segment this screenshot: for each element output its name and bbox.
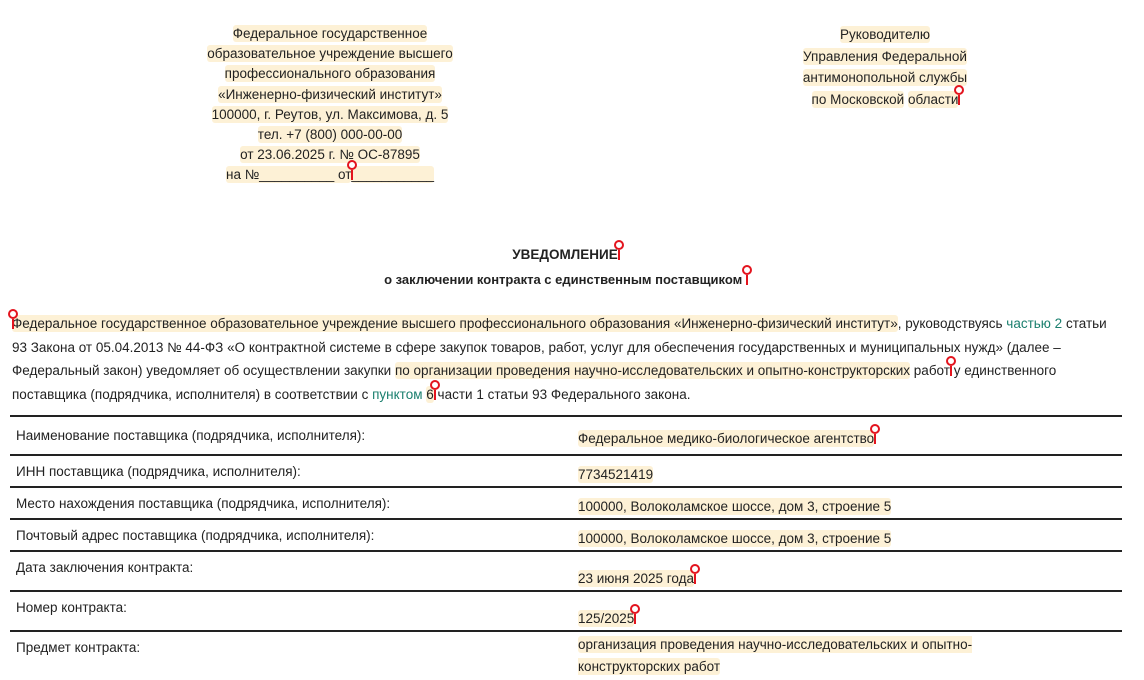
recipient-line[interactable]: Руководителю bbox=[839, 27, 931, 42]
organization-name[interactable]: Федеральное государственное образовательное учреждение высшего профессионального образования «Инженерно-физический институт» bbox=[12, 316, 898, 331]
location-value[interactable]: 100000, Волоколамское шоссе, дом 3, строение 5 bbox=[578, 499, 892, 514]
table-row bbox=[10, 591, 1122, 631]
table-row bbox=[10, 416, 1122, 455]
clause-number[interactable]: 6 bbox=[426, 386, 434, 402]
row-label: Дата заключения контракта: bbox=[10, 551, 570, 591]
body-paragraph: Федеральное государственное образовательное учреждение высшего профессионального образования «Инженерно-физический институт», руководствуясь частью 2 статьи 93 Закона от 05.04.2013 № 44-ФЗ «О контрактной системе в сфере закупок товаров, работ, услуг для обеспечения государственных и муниципальных нужд» (далее – Федеральный закон) уведомляет об осуществлении закупки по организации проведения научно-исследовательских и опытно-конструкторских работ у единственного поставщика (подрядчика, исполнителя) в соответствии с пунктом 6 части 1 статьи 93 Федерального закона. bbox=[12, 316, 1107, 402]
table-row bbox=[10, 551, 1122, 591]
row-label: Наименование поставщика (подрядчика, исполнителя): bbox=[10, 416, 570, 455]
contract-date-value[interactable]: 23 июня 2025 года bbox=[578, 571, 694, 586]
row-label: Почтовый адрес поставщика (подрядчика, исполнителя): bbox=[10, 519, 570, 551]
reference-number-field[interactable]: на №__________ от bbox=[225, 167, 352, 183]
document-subtitle: о заключении контракта с единственным поставщиком bbox=[384, 272, 743, 287]
sender-line[interactable]: тел. +7 (800) 000-00-00 bbox=[257, 127, 403, 143]
row-label: ИНН поставщика (подрядчика, исполнителя): bbox=[10, 455, 570, 487]
document-title: УВЕДОМЛЕНИЕ bbox=[512, 247, 618, 262]
recipient-region[interactable]: по Московской bbox=[811, 91, 905, 107]
law-clause-link[interactable]: пунктом bbox=[372, 386, 423, 402]
contract-number-value[interactable]: 125/2025 bbox=[578, 611, 635, 626]
inn-value[interactable]: 7734521419 bbox=[578, 467, 654, 482]
table-row bbox=[10, 455, 1122, 487]
row-label: Место нахождения поставщика (подрядчика, исполнителя): bbox=[10, 487, 570, 519]
table-row bbox=[10, 631, 1122, 680]
sender-line[interactable]: Федеральное государственное bbox=[232, 26, 428, 41]
contract-subject-value[interactable]: организация проведения научно-исследовательских и опытно-конструкторских работ bbox=[578, 637, 973, 674]
supplier-name-value[interactable]: Федеральное медико-биологическое агентство bbox=[578, 431, 875, 446]
recipient-block bbox=[780, 24, 990, 110]
sender-line[interactable]: образовательное учреждение высшего bbox=[207, 46, 453, 62]
sender-line[interactable]: профессионального образования bbox=[224, 66, 436, 82]
recipient-line[interactable]: антимонопольной службы bbox=[802, 70, 968, 85]
supplier-info-table bbox=[10, 415, 1122, 680]
reference-date-field[interactable]: ___________ bbox=[351, 167, 435, 183]
recipient-line[interactable]: Управления Федеральной bbox=[803, 48, 967, 64]
row-label: Предмет контракта: bbox=[10, 631, 570, 680]
sender-line[interactable]: от 23.06.2025 г. № ОС-87895 bbox=[240, 147, 420, 163]
law-part-link[interactable]: частью 2 bbox=[1006, 316, 1063, 331]
recipient-region-suffix[interactable]: области bbox=[907, 91, 959, 107]
postal-address-value[interactable]: 100000, Волоколамское шоссе, дом 3, строение 5 bbox=[578, 531, 892, 546]
table-row bbox=[10, 519, 1122, 551]
sender-block bbox=[190, 24, 470, 186]
sender-line[interactable]: «Инженерно-физический институт» bbox=[218, 86, 442, 102]
table-row bbox=[10, 487, 1122, 519]
row-label: Номер контракта: bbox=[10, 591, 570, 631]
sender-line[interactable]: 100000, г. Реутов, ул. Максимова, д. 5 bbox=[211, 106, 449, 122]
procurement-subject[interactable]: по организации проведения научно-исследовательских и опытно-конструкторских bbox=[394, 363, 911, 378]
